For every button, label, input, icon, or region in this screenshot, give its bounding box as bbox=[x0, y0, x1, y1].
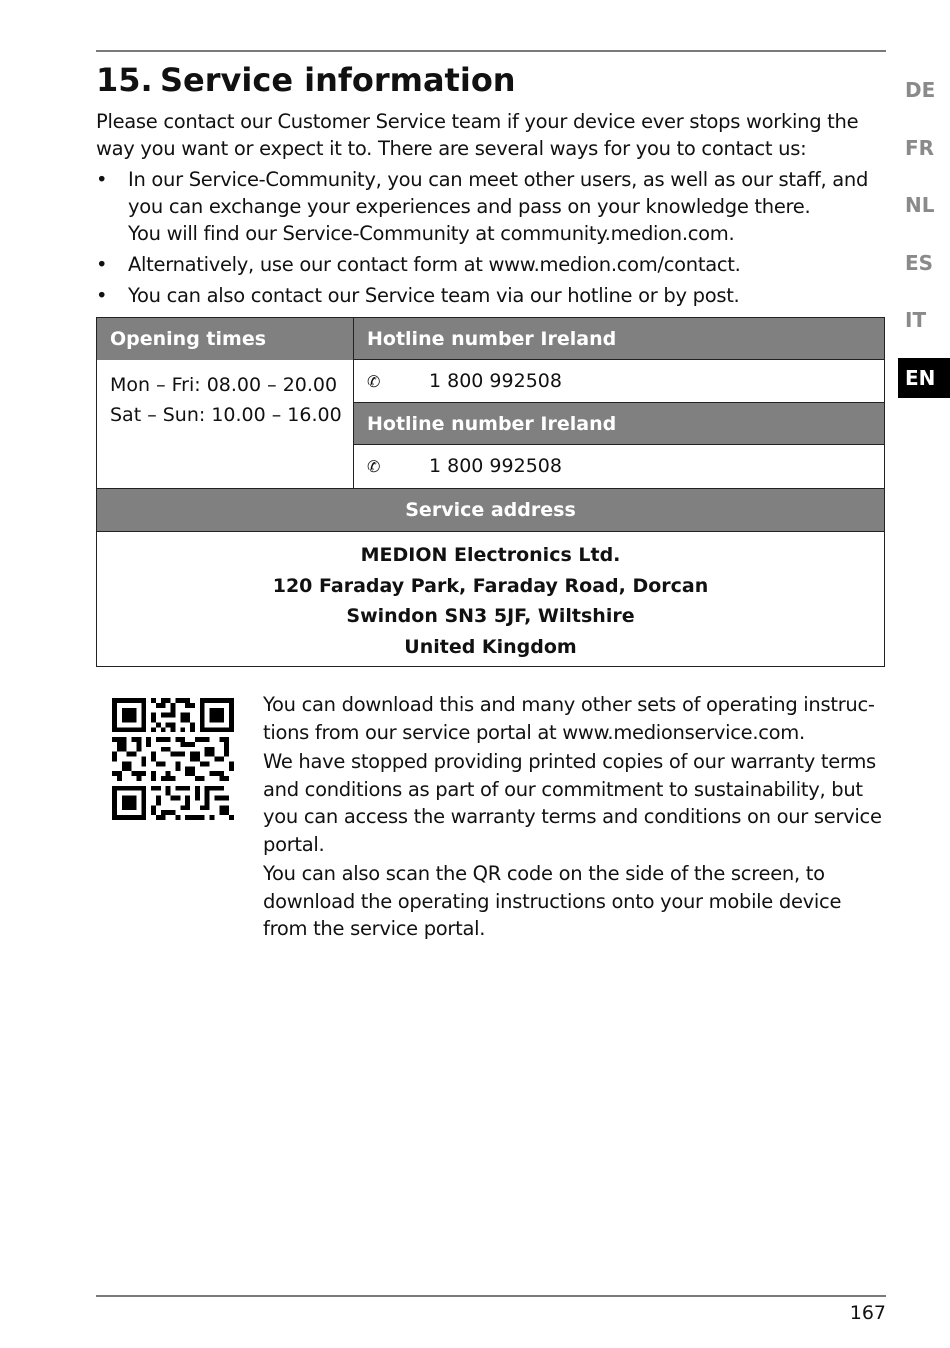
list-item bbox=[96, 251, 896, 278]
phone-icon: ✆ bbox=[367, 371, 381, 391]
opening-hours bbox=[97, 360, 353, 488]
list-item-text: You will find our Service-Community at community.medion.com. bbox=[128, 222, 735, 245]
section-number: 15. bbox=[96, 61, 153, 99]
hotline-number: 1 800 992508 bbox=[429, 369, 562, 392]
text-line: download the operating instructions onto your mobile device bbox=[263, 889, 842, 913]
page-number: 167 bbox=[849, 1302, 886, 1324]
hotline-row bbox=[354, 360, 884, 403]
hotline-number: 1 800 992508 bbox=[429, 455, 562, 477]
top-divider bbox=[96, 50, 886, 52]
text-line: You can download this and many other sets of operating instruc- bbox=[263, 693, 875, 716]
download-paragraph bbox=[263, 691, 893, 746]
address-line: Swindon SN3 5JF, Wiltshire bbox=[346, 605, 635, 627]
opening-times-header: Opening times bbox=[97, 318, 353, 360]
opening-times-column bbox=[97, 318, 354, 488]
text-line: You can also scan the QR code on the side of the screen, to bbox=[263, 862, 825, 885]
list-item-text: You can also contact our Service team via our hotline or by post. bbox=[128, 284, 740, 307]
hours-weekdays: Mon – Fri: 08.00 – 20.00 bbox=[110, 374, 338, 396]
language-tab-en: EN bbox=[898, 358, 950, 398]
table-row bbox=[97, 318, 884, 488]
list-item bbox=[96, 166, 896, 247]
language-tab-de: DE bbox=[905, 78, 936, 102]
language-tab-fr: FR bbox=[905, 135, 935, 160]
hotline-header: Hotline number Ireland bbox=[354, 403, 884, 445]
list-item-text: In our Service-Community, you can meet other users, as well as our staff, and bbox=[128, 168, 869, 191]
hotline-column bbox=[354, 318, 884, 488]
list-item-text: Alternatively, use our contact form at www.medion.com/contact. bbox=[128, 253, 741, 276]
service-contact-table bbox=[96, 317, 885, 667]
list-item bbox=[96, 282, 896, 309]
bullet-marker: • bbox=[96, 284, 108, 307]
text-line: tions from our service portal at www.medionservice.com. bbox=[263, 720, 805, 744]
text-line: We have stopped providing printed copies of our warranty terms bbox=[263, 750, 876, 773]
hours-weekend: Sat – Sun: 10.00 – 16.00 bbox=[110, 404, 342, 426]
text-line: you can access the warranty terms and conditions on our service bbox=[263, 805, 882, 828]
hotline-row bbox=[354, 445, 884, 488]
service-address-header: Service address bbox=[97, 488, 884, 532]
intro-paragraph: Please contact our Customer Service team if your device ever stops working the way you want or expect it to. There are several ways for you to contact us: bbox=[96, 110, 859, 160]
qr-finder-top-right bbox=[200, 698, 234, 732]
language-tab-es: ES bbox=[905, 250, 934, 275]
bullet-marker: • bbox=[96, 168, 108, 191]
list-item-text: you can exchange your experiences and pass on your knowledge there. bbox=[128, 195, 811, 218]
address-line: 120 Faraday Park, Faraday Road, Dorcan bbox=[272, 574, 709, 597]
address-line: United Kingdom bbox=[404, 635, 577, 658]
service-address bbox=[97, 532, 884, 666]
download-info bbox=[263, 691, 893, 945]
qr-finder-bottom-left bbox=[112, 786, 146, 820]
qr-code bbox=[112, 698, 234, 820]
address-line: MEDION Electronics Ltd. bbox=[360, 544, 621, 566]
hotline-header: Hotline number Ireland bbox=[354, 318, 884, 360]
qr-finder-top-left bbox=[112, 698, 146, 732]
bullet-marker: • bbox=[96, 253, 108, 276]
qr-paragraph bbox=[263, 860, 893, 943]
section-title: Service information bbox=[160, 61, 516, 99]
text-line: and conditions as part of our commitment to sustainability, but bbox=[263, 777, 863, 801]
text-line: from the service portal. bbox=[263, 917, 486, 940]
warranty-paragraph bbox=[263, 748, 893, 858]
language-tab-it: IT bbox=[905, 308, 927, 333]
text-line: portal. bbox=[263, 832, 325, 856]
language-tabs bbox=[898, 70, 950, 416]
phone-icon: ✆ bbox=[367, 457, 381, 476]
bottom-divider bbox=[96, 1295, 886, 1297]
page-title bbox=[96, 58, 516, 102]
language-tab-nl: NL bbox=[905, 193, 935, 218]
contact-options-list bbox=[96, 166, 896, 313]
